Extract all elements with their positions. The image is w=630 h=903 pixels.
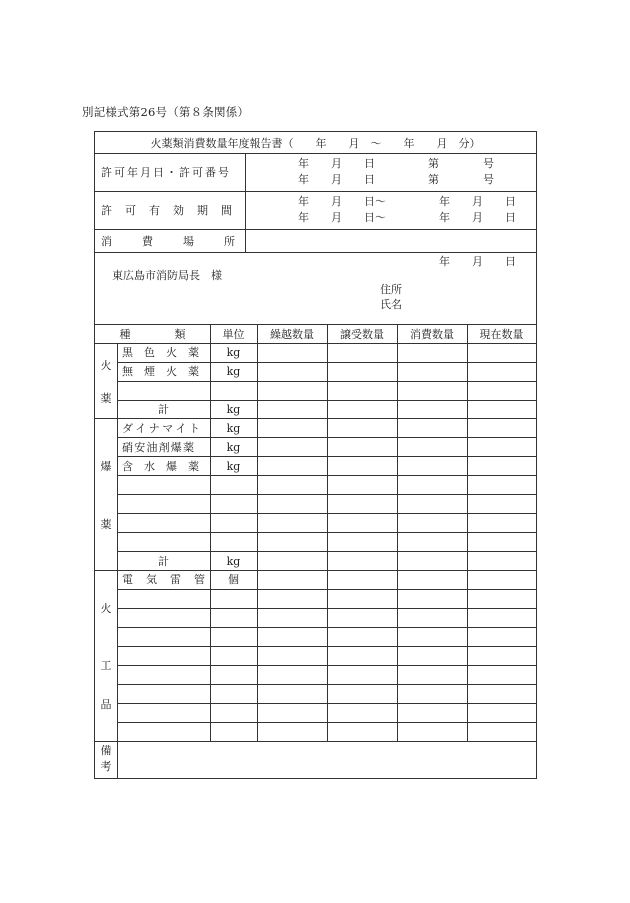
item-electric-detonator: 電 気 雷 管 xyxy=(122,573,206,586)
form-caption: 別記様式第26号（第８条関係） xyxy=(82,105,250,119)
rule xyxy=(95,741,536,742)
rule xyxy=(95,324,536,325)
permit-number-line-2: 第 号 xyxy=(428,173,494,186)
permit-date-line-2: 年 月 日 xyxy=(298,173,375,186)
validity-end-2: 年 月 日 xyxy=(439,211,516,224)
category-powder-char: 薬 xyxy=(100,392,112,405)
rule xyxy=(210,324,211,741)
category-fireworks-char: 火 xyxy=(100,602,112,615)
category-fireworks-char: 工 xyxy=(100,659,112,672)
item-explosive-subtotal: 計 xyxy=(158,555,169,568)
permit-label: 許可年月日・許可番号 xyxy=(101,166,231,179)
category-fireworks-char: 品 xyxy=(100,698,112,711)
report-form xyxy=(94,131,537,779)
form-title-text: 火薬類消費数量年度報告書 xyxy=(150,137,283,150)
unit-cell: kg xyxy=(226,555,241,568)
rule xyxy=(95,343,536,344)
category-powder-char: 火 xyxy=(100,359,112,372)
category-explosive-char: 爆 xyxy=(100,460,112,473)
rule xyxy=(397,324,398,741)
address-label: 住所 xyxy=(380,283,402,296)
rule xyxy=(95,252,536,253)
form-title xyxy=(95,135,536,151)
permit-number-line-1: 第 号 xyxy=(428,157,494,170)
col-header-transfer: 譲受数量 xyxy=(340,328,384,341)
category-remarks-char: 考 xyxy=(100,760,112,773)
unit-cell: kg xyxy=(226,441,241,454)
rule xyxy=(467,324,468,741)
rule xyxy=(95,418,536,419)
validity-end-1: 年 月 日 xyxy=(439,195,516,208)
col-header-unit: 単位 xyxy=(222,328,245,341)
validity-label: 許可有効期間 xyxy=(101,204,245,217)
item-dynamite: ダイナマイト xyxy=(122,422,203,435)
validity-start-1: 年 月 日〜 xyxy=(298,195,386,208)
unit-cell: 個 xyxy=(228,573,239,586)
unit-cell: kg xyxy=(226,422,241,435)
rule xyxy=(327,324,328,741)
col-header-current: 現在数量 xyxy=(479,328,524,341)
col-header-consumption: 消費数量 xyxy=(410,328,454,341)
item-black-powder: 黒 色 火 薬 xyxy=(122,346,199,359)
item-smokeless-powder: 無 煙 火 薬 xyxy=(122,365,199,378)
name-label: 氏名 xyxy=(380,298,402,311)
rule xyxy=(95,229,536,230)
category-remarks-char: 備 xyxy=(100,744,112,757)
col-header-carryover: 繰越数量 xyxy=(270,328,314,341)
unit-cell: kg xyxy=(226,403,241,416)
item-powder-subtotal: 計 xyxy=(158,403,169,416)
rule xyxy=(95,570,536,571)
validity-start-2: 年 月 日〜 xyxy=(298,211,386,224)
unit-cell: kg xyxy=(226,346,241,359)
col-header-type: 種 類 xyxy=(119,328,186,341)
category-explosive-char: 薬 xyxy=(100,518,112,531)
permit-date-line-1: 年 月 日 xyxy=(298,157,375,170)
report-date: 年 月 日 xyxy=(439,255,516,268)
addressee: 東広島市消防局長 様 xyxy=(112,269,222,282)
item-water-gel: 含 水 爆 薬 xyxy=(122,460,199,473)
unit-cell: kg xyxy=(226,460,241,473)
form-title-period: （ 年 月 ～ 年 月 分） xyxy=(282,137,481,150)
item-anfo: 硝安油剤爆薬 xyxy=(122,441,196,454)
rule xyxy=(95,191,536,192)
unit-cell: kg xyxy=(226,365,241,378)
rule xyxy=(95,153,536,154)
rule xyxy=(257,324,258,741)
location-label: 消費場所 xyxy=(101,235,265,248)
